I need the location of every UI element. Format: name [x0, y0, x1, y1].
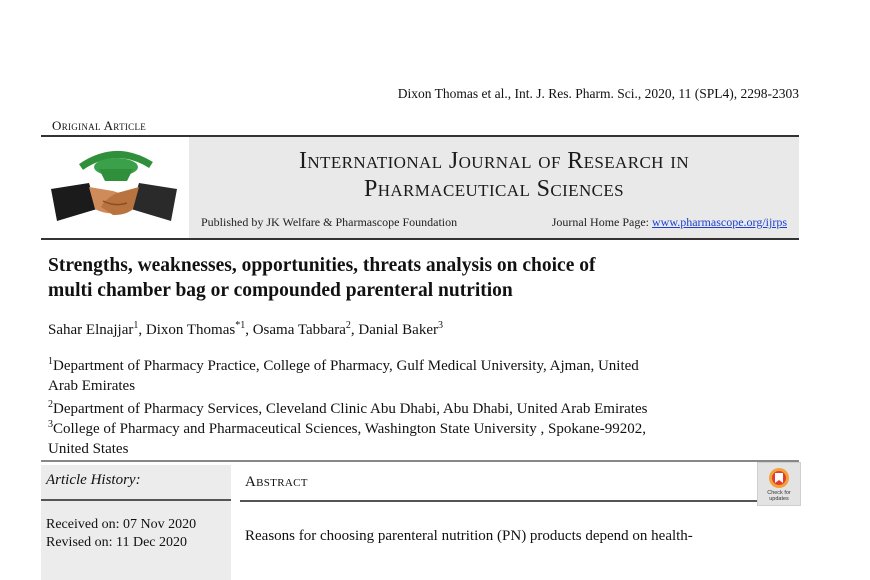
- check-for-updates-badge[interactable]: [757, 462, 801, 506]
- banner-text-area: [189, 137, 799, 238]
- author-affiliation-marker: 1: [133, 320, 139, 331]
- author-name: Dixon Thomas: [145, 322, 236, 338]
- homepage-label: Journal Home Page:: [551, 215, 650, 229]
- author-name: Sahar Elnajjar: [48, 322, 134, 338]
- journal-title-line-2: Pharmaceutical Sciences: [363, 176, 625, 202]
- citation-line: Dixon Thomas et al., Int. J. Res. Pharm. Sci., 2020, 11 (SPL4), 2298-2303: [397, 86, 799, 101]
- revised-date: Revised on: 11 Dec 2020: [46, 535, 188, 550]
- affiliation-marker: 1: [48, 356, 53, 367]
- affiliation-text: College of Pharmacy and Pharmaceutical Sciences, Washington State University , Spokane-99202,: [53, 421, 646, 437]
- publisher-line: Published by JK Welfare & Pharmascope Foundation: [201, 215, 458, 229]
- affiliation-text: Department of Pharmacy Services, Cleveland Clinic Abu Dhabi, Abu Dhabi, United Arab Emirates: [53, 401, 648, 417]
- affiliation-text: Department of Pharmacy Practice, College of Pharmacy, Gulf Medical University, Ajman, United: [53, 358, 639, 374]
- handshake-logo-icon: [41, 137, 187, 238]
- author-list: [48, 320, 443, 339]
- author-name: Danial Baker: [358, 322, 438, 338]
- affiliation-text-continued: Arab Emirates: [48, 378, 136, 394]
- affiliation-text-continued: United States: [48, 441, 129, 457]
- paper-title-line-2: multi chamber bag or compounded parenteral nutrition: [48, 280, 513, 301]
- section-rule: [41, 460, 799, 462]
- author-separator: ,: [245, 322, 253, 338]
- article-history-panel: [41, 465, 231, 580]
- banner-rule: [41, 238, 799, 240]
- author-separator: ,: [350, 322, 359, 338]
- abstract-rule: [240, 500, 799, 502]
- paper-title-line-1: Strengths, weaknesses, opportunities, threats analysis on choice of: [48, 255, 596, 276]
- affiliation-1: [48, 352, 808, 396]
- badge-line-1: Check for: [767, 490, 791, 496]
- paper-title: [48, 253, 808, 303]
- journal-title-line-1: International Journal of Research in: [298, 148, 689, 174]
- article-type-label: Original Article: [52, 118, 147, 133]
- author-separator: ,: [138, 322, 146, 338]
- journal-title: [189, 147, 799, 203]
- author-affiliation-marker: *1: [235, 320, 246, 331]
- affiliation-3: [48, 415, 808, 459]
- check-for-updates-label: [758, 490, 800, 502]
- abstract-heading: Abstract: [245, 474, 308, 490]
- article-history-heading: Article History:: [46, 472, 141, 488]
- received-date: Received on: 07 Nov 2020: [46, 517, 197, 532]
- affiliation-marker: 2: [48, 399, 53, 410]
- badge-line-2: updates: [769, 496, 789, 502]
- author-name: Osama Tabbara: [252, 322, 346, 338]
- history-rule: [41, 499, 231, 501]
- affiliation-marker: 3: [48, 419, 53, 430]
- abstract-text: Reasons for choosing parenteral nutrition (PN) products depend on health-: [245, 528, 693, 544]
- journal-logo: [41, 137, 187, 238]
- author-affiliation-marker: 2: [345, 320, 351, 331]
- author-affiliation-marker: 3: [437, 320, 443, 331]
- journal-banner: [41, 137, 799, 238]
- homepage-line: [552, 215, 787, 230]
- homepage-link[interactable]: www.pharmascope.org/ijrps: [652, 215, 787, 229]
